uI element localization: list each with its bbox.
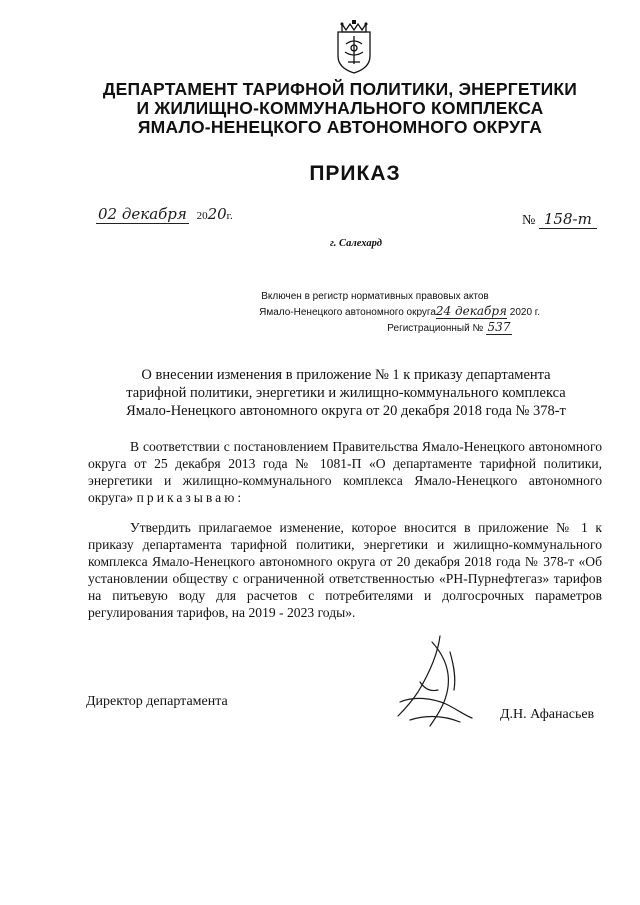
order-subject-line-1: О внесении изменения в приложение № 1 к приказу департамента	[141, 367, 551, 383]
preamble-paragraph	[88, 438, 602, 506]
registry-date: 24 декабря	[435, 304, 507, 318]
registry-line-2-suffix: 2020 г.	[509, 307, 540, 318]
handwritten-signature	[380, 632, 490, 732]
department-name-line-2: И ЖИЛИЩНО-КОММУНАЛЬНОГО КОМПЛЕКСА	[136, 98, 544, 118]
order-subject-line-2: тарифной политики, энергетики и жилищно-коммунального комплекса	[126, 385, 566, 401]
order-date	[96, 205, 233, 224]
signatory-name: Д.Н. Афанасьев	[500, 707, 595, 722]
order-date-year-prefix: 20	[196, 210, 208, 222]
preamble-text: В соответствии с постановлением Правительства Ямало-Ненецкого автономного округа от 25 декабря 2013 года № 1081-П «О департаменте тарифной политики, энергетики и жилищно-коммунального комплекса Ямало-Ненецкого автономного округа»	[88, 439, 602, 505]
city: г. Салехард	[330, 238, 382, 249]
order-subject-line-3: Ямало-Ненецкого автономного округа от 20 декабря 2018 года № 378-т	[126, 403, 566, 419]
document-type-title: ПРИКАЗ	[309, 162, 401, 185]
order-date-day-month: 02 декабря	[98, 205, 187, 223]
registry-line-2	[200, 304, 540, 320]
registry-stamp	[200, 290, 540, 336]
registry-number: 537	[487, 320, 511, 334]
order-directive: приказываю:	[136, 490, 245, 505]
department-name-line-1: ДЕПАРТАМЕНТ ТАРИФНОЙ ПОЛИТИКИ, ЭНЕРГЕТИКИ	[102, 79, 578, 99]
order-number-value: 158-т	[539, 210, 597, 229]
signatory-position: Директор департамента	[86, 694, 228, 709]
registry-line-1: Включен в регистр нормативных правовых актов	[261, 291, 489, 302]
coat-of-arms-icon	[332, 18, 376, 76]
operative-paragraph: Утвердить прилагаемое изменение, которое вносится в приложение № 1 к приказу департамента тарифной политики, энергетики и жилищно-коммунального комплекса Ямало-Ненецкого автономного округа от 20 декабря 2018 года № 378-т «Об установлении обществу с ограниченной ответственностью «РН-Пурнефтегаз» тарифов на питьевую воду для расчетов с потребителями и долгосрочных параметров регулирования тарифов, на 2019 - 2023 годы».	[88, 520, 602, 620]
registry-number-label: Регистрационный №	[387, 323, 484, 334]
order-number	[522, 210, 597, 229]
registry-line-2-prefix: Ямало-Ненецкого автономного округа	[259, 307, 436, 318]
order-subject	[96, 366, 596, 420]
order-date-year-suffix: г.	[226, 210, 233, 222]
department-name-line-3: ЯМАЛО-НЕНЕЦКОГО АВТОНОМНОГО ОКРУГА	[137, 117, 543, 137]
department-name	[60, 80, 620, 137]
registry-line-3	[200, 320, 540, 336]
order-date-year-handwritten: 20	[207, 205, 227, 223]
order-number-label: №	[522, 213, 536, 228]
